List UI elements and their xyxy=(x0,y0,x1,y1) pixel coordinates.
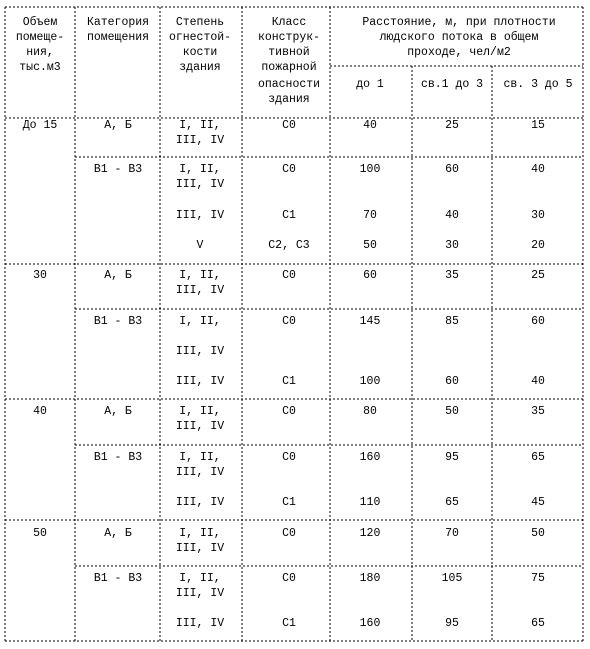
distance-up-to-1-cell: 50 xyxy=(363,239,377,252)
distance-up-to-1-cell: 160 xyxy=(359,451,381,464)
fire-resistance-cell: III, IV xyxy=(175,134,225,147)
hazard-class-cell: С0 xyxy=(282,527,296,540)
fire-resistance-cell: I, II, xyxy=(179,451,221,464)
header-volume-line-4: тыс.м3 xyxy=(19,61,61,74)
fire-resistance-cell: III, IV xyxy=(175,587,225,600)
distance-up-to-1-cell: 40 xyxy=(363,119,377,132)
distance-up-to-1-cell: 145 xyxy=(359,315,381,328)
category-cell: А, Б xyxy=(104,269,132,282)
volume-cell: 30 xyxy=(33,269,47,282)
header-class-line-1: Класс xyxy=(271,16,307,29)
fire-resistance-cell: III, IV xyxy=(175,375,225,388)
volume-cell: До 15 xyxy=(22,119,58,132)
hazard-class-cell: С2, С3 xyxy=(268,239,310,252)
distance-1-to-3-cell: 95 xyxy=(445,451,459,464)
distance-1-to-3-cell: 35 xyxy=(445,269,459,282)
category-cell: В1 - В3 xyxy=(93,451,143,464)
distance-3-to-5-cell: 20 xyxy=(531,239,545,252)
header-class-line-2: конструк- xyxy=(257,31,321,44)
distance-1-to-3-cell: 50 xyxy=(445,405,459,418)
header-class-line-6: здания xyxy=(268,93,310,106)
distance-3-to-5-cell: 50 xyxy=(531,527,545,540)
fire-resistance-cell: III, IV xyxy=(175,466,225,479)
category-cell: А, Б xyxy=(104,119,132,132)
hazard-class-cell: С0 xyxy=(282,315,296,328)
distance-1-to-3-cell: 30 xyxy=(445,239,459,252)
header-degree-line-1: Степень xyxy=(175,16,225,29)
volume-cell: 40 xyxy=(33,405,47,418)
fire-resistance-cell: III, IV xyxy=(175,496,225,509)
fire-resistance-cell: I, II, xyxy=(179,163,221,176)
hazard-class-cell: С0 xyxy=(282,269,296,282)
distance-1-to-3-cell: 65 xyxy=(445,496,459,509)
hazard-class-cell: С1 xyxy=(282,496,296,509)
distance-1-to-3-cell: 25 xyxy=(445,119,459,132)
distance-3-to-5-cell: 15 xyxy=(531,119,545,132)
header-density-3-to-5: св. 3 до 5 xyxy=(503,78,573,91)
header-class-line-3: тивной xyxy=(268,46,310,59)
distance-up-to-1-cell: 70 xyxy=(363,209,377,222)
distance-3-to-5-cell: 25 xyxy=(531,269,545,282)
distance-3-to-5-cell: 35 xyxy=(531,405,545,418)
distance-3-to-5-cell: 40 xyxy=(531,163,545,176)
distance-1-to-3-cell: 70 xyxy=(445,527,459,540)
header-distance-line-3: проходе, чел/м2 xyxy=(407,46,511,59)
header-volume-line-2: помеще- xyxy=(15,31,65,44)
header-density-1-to-3: св.1 до 3 xyxy=(420,78,484,91)
distance-1-to-3-cell: 60 xyxy=(445,375,459,388)
category-cell: А, Б xyxy=(104,527,132,540)
category-cell: В1 - В3 xyxy=(93,572,143,585)
fire-resistance-cell: I, II, xyxy=(179,405,221,418)
fire-resistance-cell: III, IV xyxy=(175,178,225,191)
distance-3-to-5-cell: 45 xyxy=(531,496,545,509)
hazard-class-cell: С0 xyxy=(282,572,296,585)
distance-up-to-1-cell: 100 xyxy=(359,163,381,176)
distance-3-to-5-cell: 60 xyxy=(531,315,545,328)
fire-resistance-cell: III, IV xyxy=(175,542,225,555)
volume-cell: 50 xyxy=(33,527,47,540)
distance-1-to-3-cell: 95 xyxy=(445,617,459,630)
hazard-class-cell: С1 xyxy=(282,375,296,388)
table-body xyxy=(23,119,545,630)
fire-resistance-cell: I, II, xyxy=(179,269,221,282)
fire-resistance-cell: III, IV xyxy=(175,284,225,297)
header-class-line-4: пожарной xyxy=(261,61,317,74)
fire-resistance-cell: I, II, xyxy=(179,572,221,585)
fire-resistance-cell: V xyxy=(196,239,204,252)
fire-resistance-cell: I, II, xyxy=(179,315,221,328)
header-class-line-5: опасности xyxy=(257,78,321,91)
fire-resistance-cell: III, IV xyxy=(175,617,225,630)
distance-1-to-3-cell: 105 xyxy=(441,572,463,585)
header-volume-line-1: Объем xyxy=(22,16,58,29)
hazard-class-cell: С0 xyxy=(282,119,296,132)
header-degree-line-3: кости xyxy=(182,46,218,59)
distance-up-to-1-cell: 100 xyxy=(359,375,381,388)
hazard-class-cell: С1 xyxy=(282,209,296,222)
hazard-class-cell: С1 xyxy=(282,617,296,630)
distance-3-to-5-cell: 75 xyxy=(531,572,545,585)
fire-resistance-cell: III, IV xyxy=(175,345,225,358)
distance-3-to-5-cell: 30 xyxy=(531,209,545,222)
distance-1-to-3-cell: 60 xyxy=(445,163,459,176)
header-degree-line-2: огнестой- xyxy=(168,31,232,44)
fire-resistance-cell: III, IV xyxy=(175,420,225,433)
distance-up-to-1-cell: 180 xyxy=(359,572,381,585)
header-distance-line-2: людского потока в общем xyxy=(379,31,539,44)
header-degree-line-4: здания xyxy=(179,61,221,74)
hazard-class-cell: С0 xyxy=(282,405,296,418)
distance-up-to-1-cell: 160 xyxy=(359,617,381,630)
category-cell: А, Б xyxy=(104,405,132,418)
fire-resistance-cell: III, IV xyxy=(175,209,225,222)
distance-3-to-5-cell: 65 xyxy=(531,617,545,630)
distance-up-to-1-cell: 110 xyxy=(359,496,381,509)
distance-1-to-3-cell: 40 xyxy=(445,209,459,222)
hazard-class-cell: С0 xyxy=(282,451,296,464)
category-cell: В1 - В3 xyxy=(93,315,143,328)
header-volume-line-3: ния, xyxy=(26,46,54,59)
distance-up-to-1-cell: 60 xyxy=(363,269,377,282)
header-category-line-1: Категория xyxy=(86,16,150,29)
header-distance-line-1: Расстояние, м, при плотности xyxy=(362,16,556,29)
fire-resistance-cell: I, II, xyxy=(179,119,221,132)
distance-up-to-1-cell: 120 xyxy=(359,527,381,540)
header-category-line-2: помещения xyxy=(86,31,150,44)
fire-resistance-cell: I, II, xyxy=(179,527,221,540)
header-density-up-to-1: до 1 xyxy=(356,78,384,91)
distance-3-to-5-cell: 40 xyxy=(531,375,545,388)
distance-3-to-5-cell: 65 xyxy=(531,451,545,464)
category-cell: В1 - В3 xyxy=(93,163,143,176)
distance-up-to-1-cell: 80 xyxy=(363,405,377,418)
distance-1-to-3-cell: 85 xyxy=(445,315,459,328)
hazard-class-cell: С0 xyxy=(282,163,296,176)
